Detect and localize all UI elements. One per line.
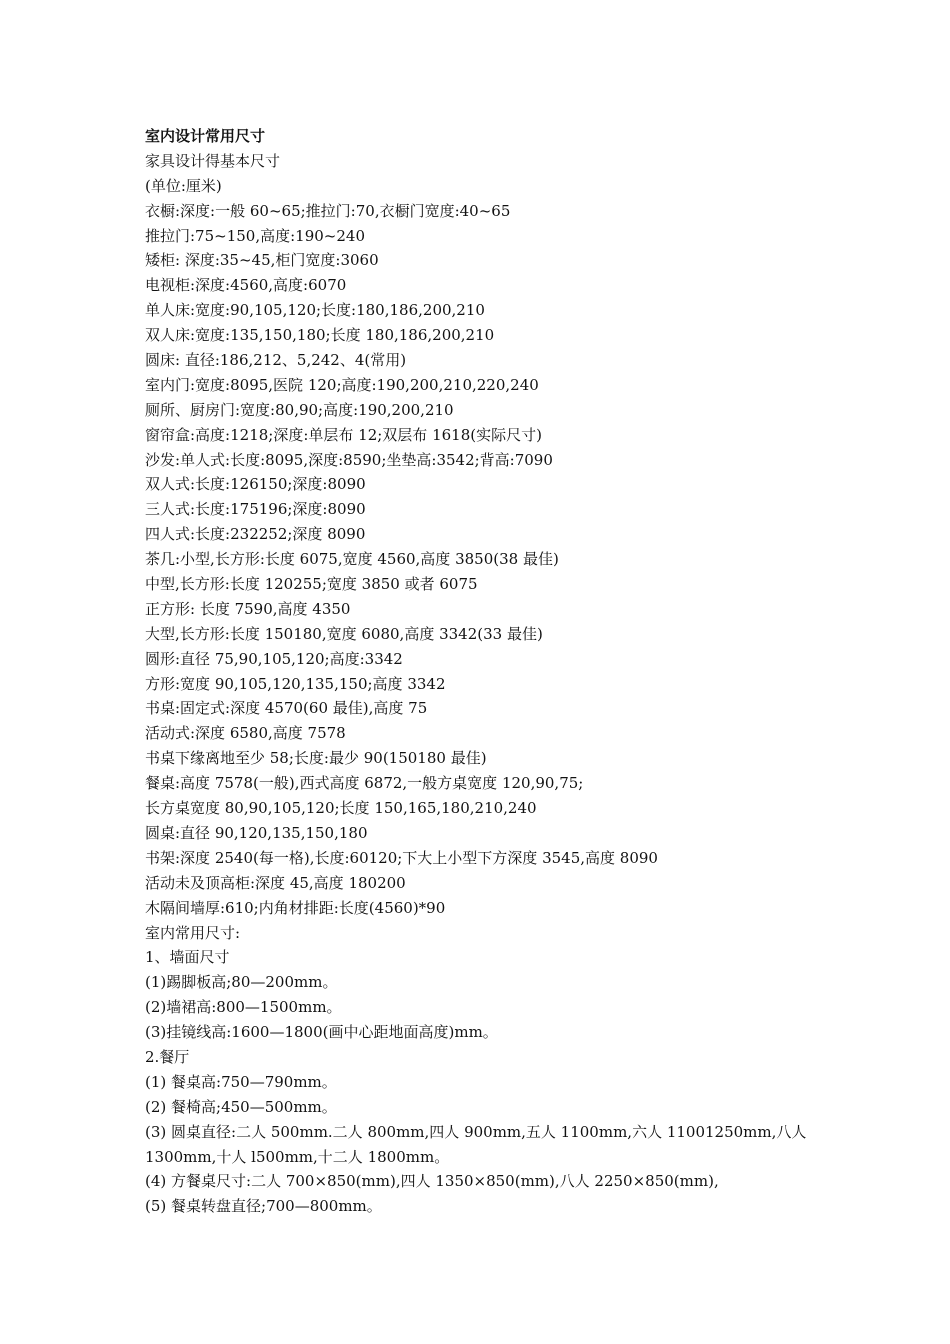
text-line: 正方形: 长度 7590,高度 4350 — [145, 599, 351, 618]
text-line: 室内门:宽度:8095,医院 120;高度:190,200,210,220,240 — [145, 375, 539, 394]
text-line: 活动式:深度 6580,高度 7578 — [145, 724, 346, 743]
text-line: 书桌:固定式:深度 4570(60 最佳),高度 75 — [145, 699, 428, 718]
section-heading: 1、墙面尺寸 — [145, 948, 230, 967]
text-line: 餐桌:高度 7578(一般),西式高度 6872,一般方桌宽度 120,90,75; — [145, 774, 584, 793]
text-line: 三人式:长度:175196;深度:8090 — [145, 500, 366, 519]
text-line: 长方桌宽度 80,90,105,120;长度 150,165,180,210,240 — [145, 799, 537, 818]
section-wall-dimensions — [145, 945, 813, 1045]
document-title: 室内设计常用尺寸 — [145, 127, 266, 145]
text-line: 双人式:长度:126150;深度:8090 — [145, 475, 366, 494]
list-item: (4) 方餐桌尺寸:二人 700×850(mm),四人 1350×850(mm),八人 2250×850(mm), — [145, 1172, 719, 1191]
list-item: (1) 餐桌高:750—790mm。 — [145, 1072, 337, 1091]
text-line: 书桌下缘离地至少 58;长度:最少 90(150180 最佳) — [145, 749, 487, 768]
list-item: (1)踢脚板高;80—200mm。 — [145, 973, 338, 992]
list-item: (5) 餐桌转盘直径;700—800mm。 — [145, 1197, 382, 1216]
text-line: 圆形:直径 75,90,105,120;高度:3342 — [145, 649, 403, 668]
text-line: 衣橱:深度:一般 60~65;推拉门:70,衣橱门宽度:40~65 — [145, 201, 511, 220]
list-item: (3) 圆桌直径:二人 500mm.二人 800mm,四人 900mm,五人 1100mm,六人 11001250mm,八人 1300mm,十人 l500mm,十二人 1800mm。 — [145, 1122, 807, 1166]
text-line: 电视柜:深度:4560,高度:6070 — [145, 276, 347, 295]
text-line: 圆床: 直径:186,212、5,242、4(常用) — [145, 351, 407, 370]
list-item: (3)挂镜线高:1600—1800(画中心距地面高度)mm。 — [145, 1023, 498, 1042]
section-dining-room — [145, 1045, 813, 1219]
document-subtitle: 家具设计得基本尺寸 — [145, 151, 281, 170]
document-body — [145, 124, 813, 1219]
list-item: (2)墙裙高:800—1500mm。 — [145, 998, 342, 1017]
text-line: 推拉门:75~150,高度:190~240 — [145, 226, 365, 245]
text-line: 四人式:长度:232252;深度 8090 — [145, 525, 366, 544]
text-line: 大型,长方形:长度 150180,宽度 6080,高度 3342(33 最佳) — [145, 624, 543, 643]
text-line: 矮柜: 深度:35~45,柜门宽度:3060 — [145, 251, 379, 270]
unit-note: (单位:厘米) — [145, 176, 222, 195]
text-line: 窗帘盒:高度:1218;深度:单层布 12;双层布 1618(实际尺寸) — [145, 425, 542, 444]
text-line: 中型,长方形:长度 120255;宽度 3850 或者 6075 — [145, 575, 478, 594]
list-item: (2) 餐椅高;450—500mm。 — [145, 1097, 337, 1116]
text-line: 沙发:单人式:长度:8095,深度:8590;坐垫高:3542;背高:7090 — [145, 450, 553, 469]
text-line: 活动未及顶高柜:深度 45,高度 180200 — [145, 873, 406, 892]
section-heading-interior: 室内常用尺寸: — [145, 923, 241, 942]
text-line: 木隔间墙厚:610;内角材排距:长度(4560)*90 — [145, 898, 446, 917]
text-line: 书架:深度 2540(每一格),长度:60120;下大上小型下方深度 3545,高度 8090 — [145, 848, 658, 867]
text-line: 厕所、厨房门:宽度:80,90;高度:190,200,210 — [145, 400, 454, 419]
text-line: 双人床:宽度:135,150,180;长度 180,186,200,210 — [145, 326, 495, 345]
furniture-dimension-list — [145, 199, 813, 921]
text-line: 单人床:宽度:90,105,120;长度:180,186,200,210 — [145, 301, 485, 320]
text-line: 方形:宽度 90,105,120,135,150;高度 3342 — [145, 674, 446, 693]
text-line: 茶几:小型,长方形:长度 6075,宽度 4560,高度 3850(38 最佳) — [145, 550, 559, 569]
section-heading: 2.餐厅 — [145, 1047, 190, 1066]
text-line: 圆桌:直径 90,120,135,150,180 — [145, 823, 368, 842]
